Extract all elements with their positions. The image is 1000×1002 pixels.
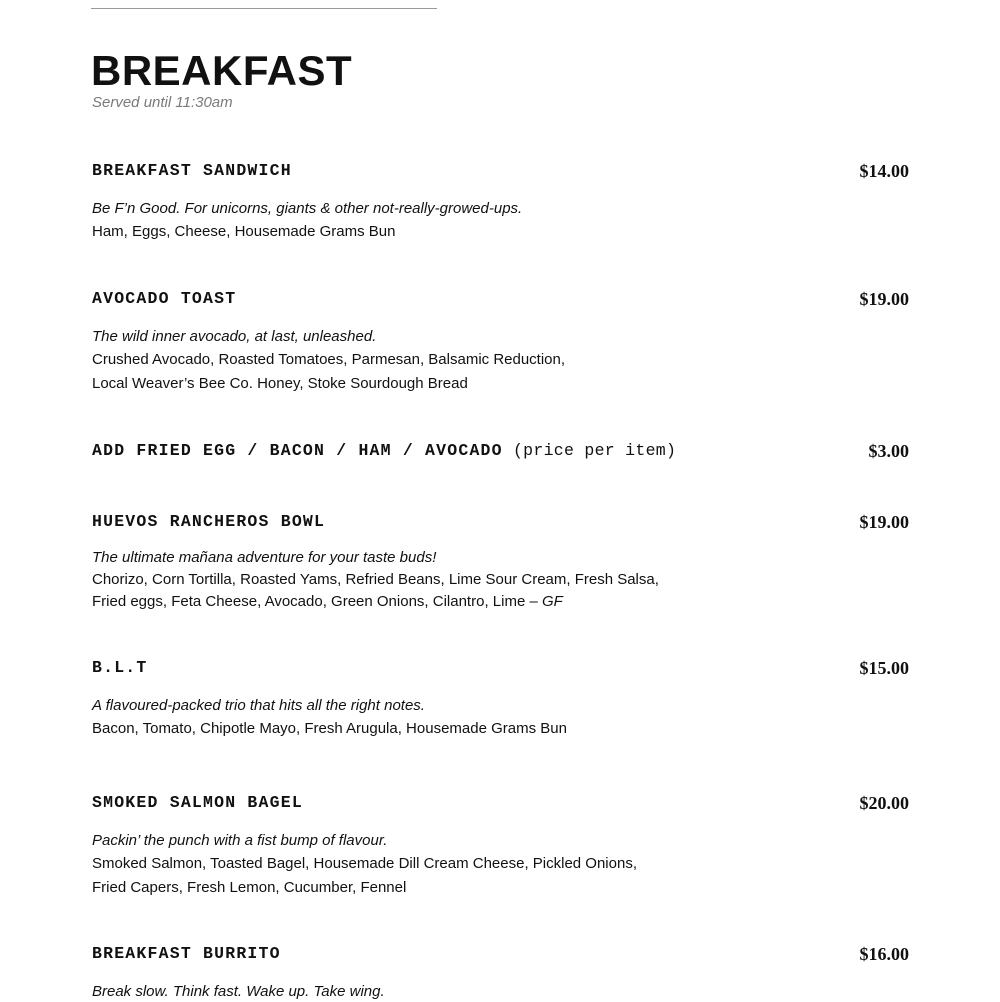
- item-price: $15.00: [859, 658, 909, 678]
- item-description: Fried Capers, Fresh Lemon, Cucumber, Fennel: [92, 879, 407, 896]
- top-divider: [91, 8, 437, 9]
- page-title: BREAKFAST: [91, 47, 353, 94]
- item-description: Crushed Avocado, Roasted Tomatoes, Parmesan, Balsamic Reduction,: [92, 351, 566, 368]
- item-description: Bacon, Tomato, Chipotle Mayo, Fresh Arugula, Housemade Grams Bun: [92, 720, 567, 737]
- item-description: Smoked Salmon, Toasted Bagel, Housemade Dill Cream Cheese, Pickled Onions,: [92, 855, 637, 872]
- item-tagline: A flavoured-packed trio that hits all the right notes.: [92, 697, 425, 714]
- item-price: $14.00: [859, 161, 909, 181]
- serving-hours: Served until 11:30am: [92, 94, 233, 111]
- item-tagline: Packin’ the punch with a fist bump of flavour.: [92, 832, 388, 849]
- item-name: SMOKED SALMON BAGEL: [92, 793, 303, 812]
- item-name: AVOCADO TOAST: [92, 289, 237, 308]
- item-price: $20.00: [859, 793, 909, 813]
- dietary-tag: GF: [541, 593, 563, 610]
- item-tagline: Break slow. Think fast. Wake up. Take wing.: [92, 983, 385, 1000]
- item-price: $19.00: [859, 289, 909, 309]
- item-description: Local Weaver’s Bee Co. Honey, Stoke Sourdough Bread: [92, 375, 468, 392]
- addon-name: [92, 440, 676, 462]
- item-tagline: The ultimate mañana adventure for your taste buds!: [92, 549, 437, 566]
- addon-note: (price per item): [502, 441, 677, 460]
- item-description: Ham, Eggs, Cheese, Housemade Grams Bun: [92, 223, 396, 240]
- item-name: HUEVOS RANCHEROS BOWL: [92, 512, 326, 531]
- item-tagline: The wild inner avocado, at last, unleashed.: [92, 328, 377, 345]
- item-name: BREAKFAST SANDWICH: [92, 161, 292, 180]
- item-description: Chorizo, Corn Tortilla, Roasted Yams, Refried Beans, Lime Sour Cream, Fresh Salsa,: [92, 571, 659, 588]
- item-price: $19.00: [859, 512, 909, 532]
- item-price: $16.00: [859, 944, 909, 964]
- item-name: B.L.T: [92, 658, 148, 677]
- item-name: BREAKFAST BURRITO: [92, 944, 281, 963]
- addon-price: $3.00: [868, 441, 909, 461]
- item-description: [92, 590, 563, 614]
- item-tagline: Be F’n Good. For unicorns, giants & other not-really-growed-ups.: [92, 200, 523, 217]
- addon-items: ADD FRIED EGG / BACON / HAM / AVOCADO: [92, 441, 503, 460]
- item-description-text: Fried eggs, Feta Cheese, Avocado, Green Onions, Cilantro, Lime –: [92, 593, 542, 610]
